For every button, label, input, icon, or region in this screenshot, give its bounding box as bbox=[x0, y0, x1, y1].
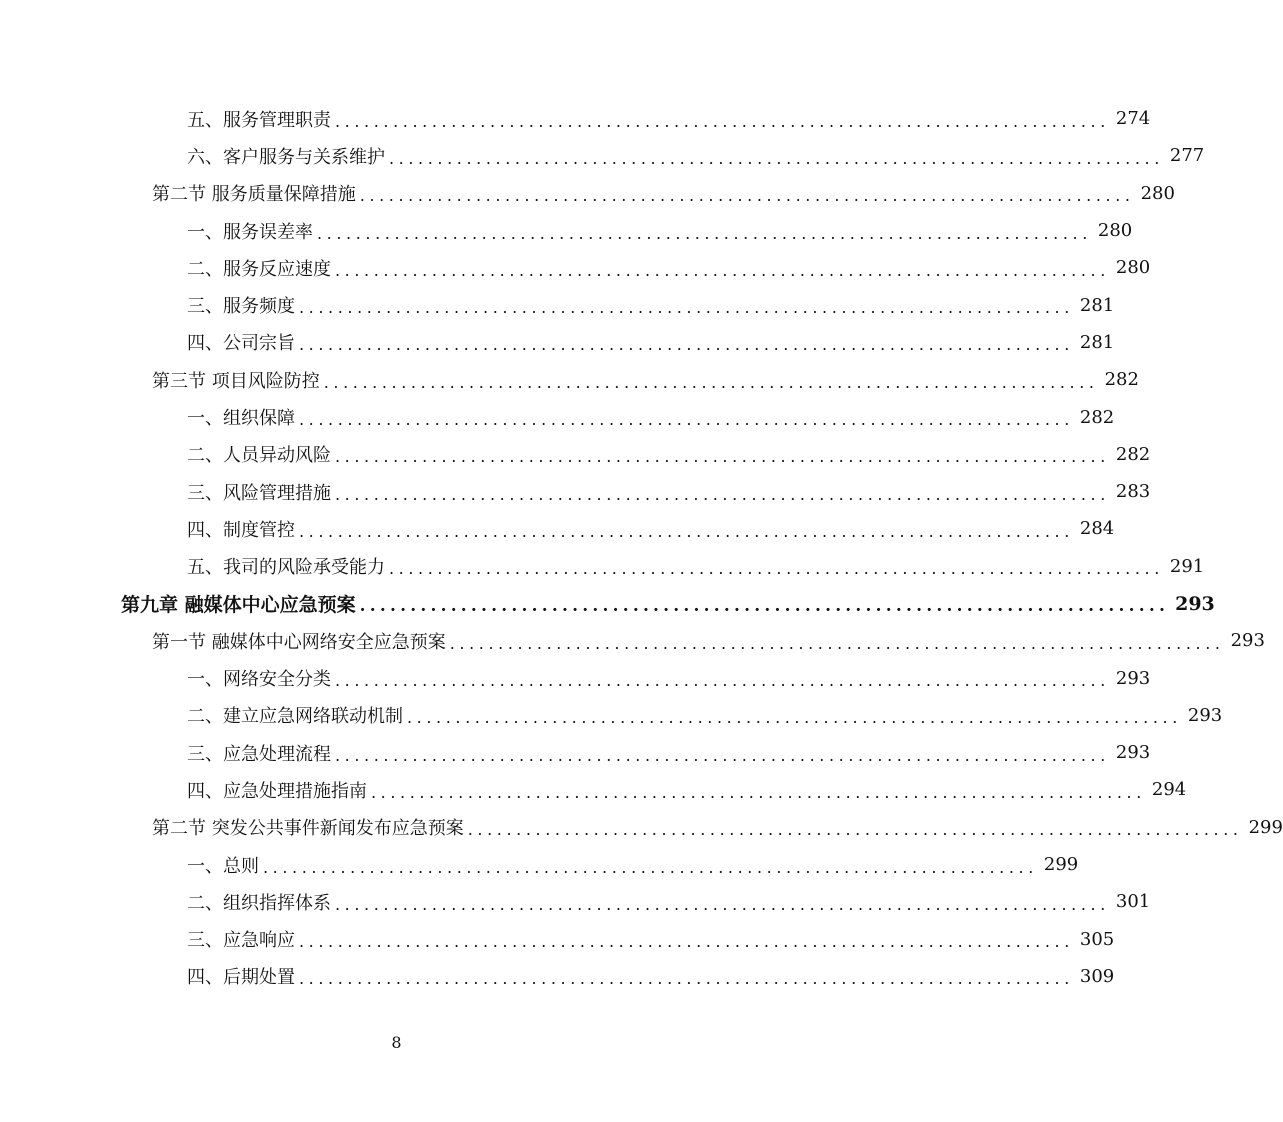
toc-dot-leader: ................................................................................ bbox=[335, 111, 1110, 131]
toc-dot-leader: ................................................................................ bbox=[335, 671, 1110, 691]
toc-section-row[interactable] bbox=[0, 175, 1175, 212]
toc-page-number: 283 bbox=[1115, 481, 1151, 503]
toc-entry-title: 一、组织保障 bbox=[187, 408, 295, 430]
toc-page-number: 293 bbox=[1115, 742, 1151, 764]
toc-entry-title: 二、建立应急网络联动机制 bbox=[187, 706, 403, 728]
toc-page-number: 293 bbox=[1115, 667, 1151, 689]
toc-entry-title: 三、应急响应 bbox=[187, 930, 295, 952]
toc-entry-title: 第九章 融媒体中心应急预案 bbox=[121, 594, 356, 616]
toc-item-row[interactable] bbox=[0, 249, 1151, 286]
toc-page-number: 294 bbox=[1151, 779, 1187, 801]
toc-item-row[interactable] bbox=[0, 212, 1133, 249]
toc-dot-leader: ................................................................................ bbox=[263, 857, 1038, 877]
toc-page-number: 274 bbox=[1115, 108, 1151, 130]
toc-dot-leader: ................................................................................ bbox=[299, 410, 1074, 430]
toc-page-number: 299 bbox=[1248, 816, 1283, 838]
toc-page-number: 282 bbox=[1115, 443, 1151, 465]
toc-page-number: 281 bbox=[1079, 294, 1115, 316]
toc-page-number: 309 bbox=[1079, 965, 1115, 987]
toc-item-row[interactable] bbox=[0, 286, 1115, 323]
toc-entry-title: 第三节 项目风险防控 bbox=[152, 370, 320, 392]
toc-dot-leader: ................................................................................ bbox=[449, 633, 1225, 653]
toc-page-number: 277 bbox=[1169, 145, 1205, 167]
toc-entry-title: 三、应急处理流程 bbox=[187, 743, 331, 765]
toc-entry-title: 第一节 融媒体中心网络安全应急预案 bbox=[152, 631, 446, 653]
toc-dot-leader: ................................................................................ bbox=[335, 260, 1110, 280]
toc-entry-title: 一、总则 bbox=[187, 855, 259, 877]
toc-entry-title: 六、客户服务与关系维护 bbox=[187, 146, 385, 168]
toc-page-number: 280 bbox=[1097, 220, 1133, 242]
toc-entry-title: 五、我司的风险承受能力 bbox=[187, 557, 385, 579]
toc-item-row[interactable] bbox=[0, 510, 1115, 547]
toc-dot-leader: ................................................................................ bbox=[335, 894, 1110, 914]
toc-page-number: 281 bbox=[1079, 331, 1115, 353]
toc-dot-leader: ................................................................................ bbox=[335, 484, 1110, 504]
toc-dot-leader: ................................................................................ bbox=[299, 298, 1074, 318]
toc-item-row[interactable] bbox=[0, 548, 1205, 585]
toc-item-row[interactable] bbox=[0, 473, 1151, 510]
toc-dot-leader: ................................................................................ bbox=[317, 223, 1092, 243]
toc-dot-leader: ................................................................................ bbox=[389, 148, 1164, 168]
toc-entry-title: 第二节 服务质量保障措施 bbox=[152, 184, 356, 206]
toc-page-number: 291 bbox=[1169, 555, 1205, 577]
toc-entry-title: 一、服务误差率 bbox=[187, 221, 313, 243]
toc-item-row[interactable] bbox=[0, 697, 1223, 734]
toc-item-row[interactable] bbox=[0, 100, 1151, 137]
page-number: 8 bbox=[391, 1033, 402, 1052]
toc-dot-leader: ................................................................................ bbox=[335, 447, 1110, 467]
toc-entry-title: 一、网络安全分类 bbox=[187, 669, 331, 691]
toc-page-number: 305 bbox=[1079, 928, 1115, 950]
toc-entry-title: 四、应急处理措施指南 bbox=[187, 780, 367, 802]
toc-entry-title: 三、服务频度 bbox=[187, 296, 295, 318]
toc-page-number: 282 bbox=[1104, 369, 1139, 391]
table-of-contents bbox=[0, 100, 1283, 995]
toc-page-number: 293 bbox=[1187, 704, 1223, 726]
toc-page-number: 293 bbox=[1230, 630, 1265, 652]
toc-page-number: 280 bbox=[1115, 257, 1151, 279]
toc-item-row[interactable] bbox=[0, 659, 1151, 696]
toc-item-row[interactable] bbox=[0, 771, 1187, 808]
toc-page-number: 293 bbox=[1175, 592, 1215, 615]
toc-item-row[interactable] bbox=[0, 734, 1151, 771]
toc-entry-title: 四、后期处置 bbox=[187, 967, 295, 989]
toc-entry-title: 三、风险管理措施 bbox=[187, 482, 331, 504]
toc-dot-leader: ................................................................................ bbox=[359, 186, 1135, 206]
toc-dot-leader: ................................................................................ bbox=[299, 969, 1074, 989]
toc-item-row[interactable] bbox=[0, 436, 1151, 473]
toc-dot-leader: ................................................................................ bbox=[335, 745, 1110, 765]
toc-entry-title: 二、服务反应速度 bbox=[187, 258, 331, 280]
toc-dot-leader: ................................................................................ bbox=[299, 335, 1074, 355]
toc-entry-title: 二、人员异动风险 bbox=[187, 445, 331, 467]
toc-dot-leader: ................................................................................ bbox=[407, 708, 1182, 728]
toc-entry-title: 二、组织指挥体系 bbox=[187, 892, 331, 914]
toc-item-row[interactable] bbox=[0, 846, 1079, 883]
toc-section-row[interactable] bbox=[0, 622, 1265, 659]
toc-entry-title: 四、公司宗旨 bbox=[187, 333, 295, 355]
toc-dot-leader: ................................................................................ bbox=[323, 372, 1099, 392]
toc-item-row[interactable] bbox=[0, 324, 1115, 361]
toc-dot-leader: ................................................................................ bbox=[299, 932, 1074, 952]
toc-entry-title: 五、服务管理职责 bbox=[187, 109, 331, 131]
toc-page-number: 282 bbox=[1079, 406, 1115, 428]
toc-item-row[interactable] bbox=[0, 958, 1115, 995]
toc-chapter-row[interactable] bbox=[0, 585, 1215, 622]
toc-dot-leader: ................................................................................ bbox=[371, 782, 1146, 802]
toc-item-row[interactable] bbox=[0, 921, 1115, 958]
toc-dot-leader: ................................................................................ bbox=[467, 820, 1243, 840]
toc-page-number: 284 bbox=[1079, 518, 1115, 540]
toc-dot-leader: ................................................................................ bbox=[299, 521, 1074, 541]
toc-item-row[interactable] bbox=[0, 398, 1115, 435]
toc-dot-leader: ................................................................................ bbox=[359, 596, 1170, 616]
toc-page-number: 299 bbox=[1043, 854, 1079, 876]
toc-entry-title: 四、制度管控 bbox=[187, 519, 295, 541]
toc-item-row[interactable] bbox=[0, 883, 1151, 920]
toc-section-row[interactable] bbox=[0, 809, 1283, 846]
toc-page-number: 280 bbox=[1140, 182, 1175, 204]
toc-page-number: 301 bbox=[1115, 891, 1151, 913]
toc-section-row[interactable] bbox=[0, 361, 1139, 398]
toc-entry-title: 第二节 突发公共事件新闻发布应急预案 bbox=[152, 818, 464, 840]
toc-dot-leader: ................................................................................ bbox=[389, 559, 1164, 579]
toc-item-row[interactable] bbox=[0, 137, 1205, 174]
